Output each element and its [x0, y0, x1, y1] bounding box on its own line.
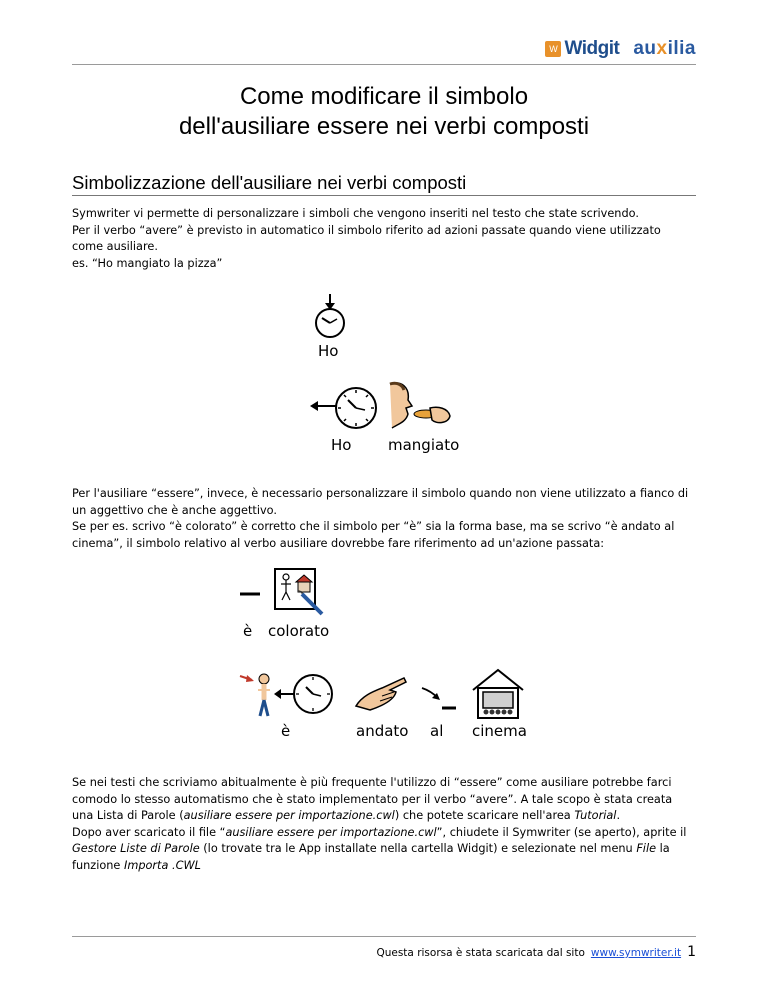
label-colorato: colorato — [268, 622, 330, 640]
page-number: 1 — [687, 944, 696, 960]
label-ho-past: Ho — [331, 436, 352, 454]
coloured-picture-icon — [272, 566, 328, 618]
clock-present-icon — [308, 292, 354, 340]
label-e-base: è — [243, 622, 253, 640]
label-cinema: cinema — [472, 722, 527, 740]
eating-icon — [386, 378, 456, 434]
label-e-past: è — [281, 722, 291, 740]
auxilia-logo: auxilia — [633, 38, 696, 59]
footer — [376, 944, 696, 960]
page-title: Come modificare il simbolo dell'ausiliare essere nei verbi composti — [178, 83, 590, 140]
header-rule — [72, 64, 696, 65]
widgit-logo-icon: W — [545, 41, 561, 57]
footer-link[interactable]: www.symwriter.it — [590, 947, 682, 959]
final-paragraph: Se nei testi che scriviamo abitualmente è più frequente l'utilizzo di “essere” come ausiliare potrebbe farci comodo lo stesso automatismo che è stato implementato per il verbo “avere”. A tale scopo è stata creata una Lista di Parole (ausiliare essere per importazione.cwl) che potete scaricare nell'area Tutorial. Dopo aver scaricato il file “ausiliare essere per importazione.cwl”, chiudete il Symwriter (se aperto), aprite il Gestore Liste di Parole (lo trovate tra le App installate nella cartella Widgit) e selezionate nel menu File la funzione Importa .CWL — [72, 776, 687, 872]
widgit-logo: W Widgit — [545, 38, 619, 60]
footer-text: Questa risorsa è stata scaricata dal sito — [376, 947, 585, 959]
dash-base-icon — [238, 584, 262, 604]
label-al: al — [430, 722, 444, 740]
preposition-al-icon — [418, 684, 458, 714]
intro-paragraph: Symwriter vi permette di personalizzare i simboli che vengono inseriti nel testo che state scrivendo. Per il verbo “avere” è previsto in automatico il simbolo riferito ad azioni passate quando viene utilizzato come ausiliare. es. “Ho mangiato la pizza” — [72, 207, 661, 270]
essere-paragraph: Per l'ausiliare “essere”, invece, è necessario personalizzare il simbolo quando non viene utilizzato a fianco di un aggettivo che è anche aggettivo. Se per es. scrivo “è colorato” è corretto che il simbolo per “è” sia la forma base, ma se scrivo “è andato al cinema”, il simbolo relativo al verbo ausiliare dovrebbe fare riferimento ad un'azione passata: — [72, 487, 689, 550]
label-ho-present: Ho — [318, 342, 339, 360]
label-andato: andato — [356, 722, 409, 740]
header-logos — [545, 38, 696, 60]
going-hand-icon — [352, 670, 408, 718]
clock-past-icon — [308, 382, 380, 432]
section-heading: Simbolizzazione dell'ausiliare nei verbi composti — [72, 172, 696, 196]
label-mangiato: mangiato — [388, 436, 460, 454]
cinema-icon — [470, 666, 526, 722]
person-past-icon — [238, 670, 338, 720]
footer-rule — [72, 936, 696, 937]
